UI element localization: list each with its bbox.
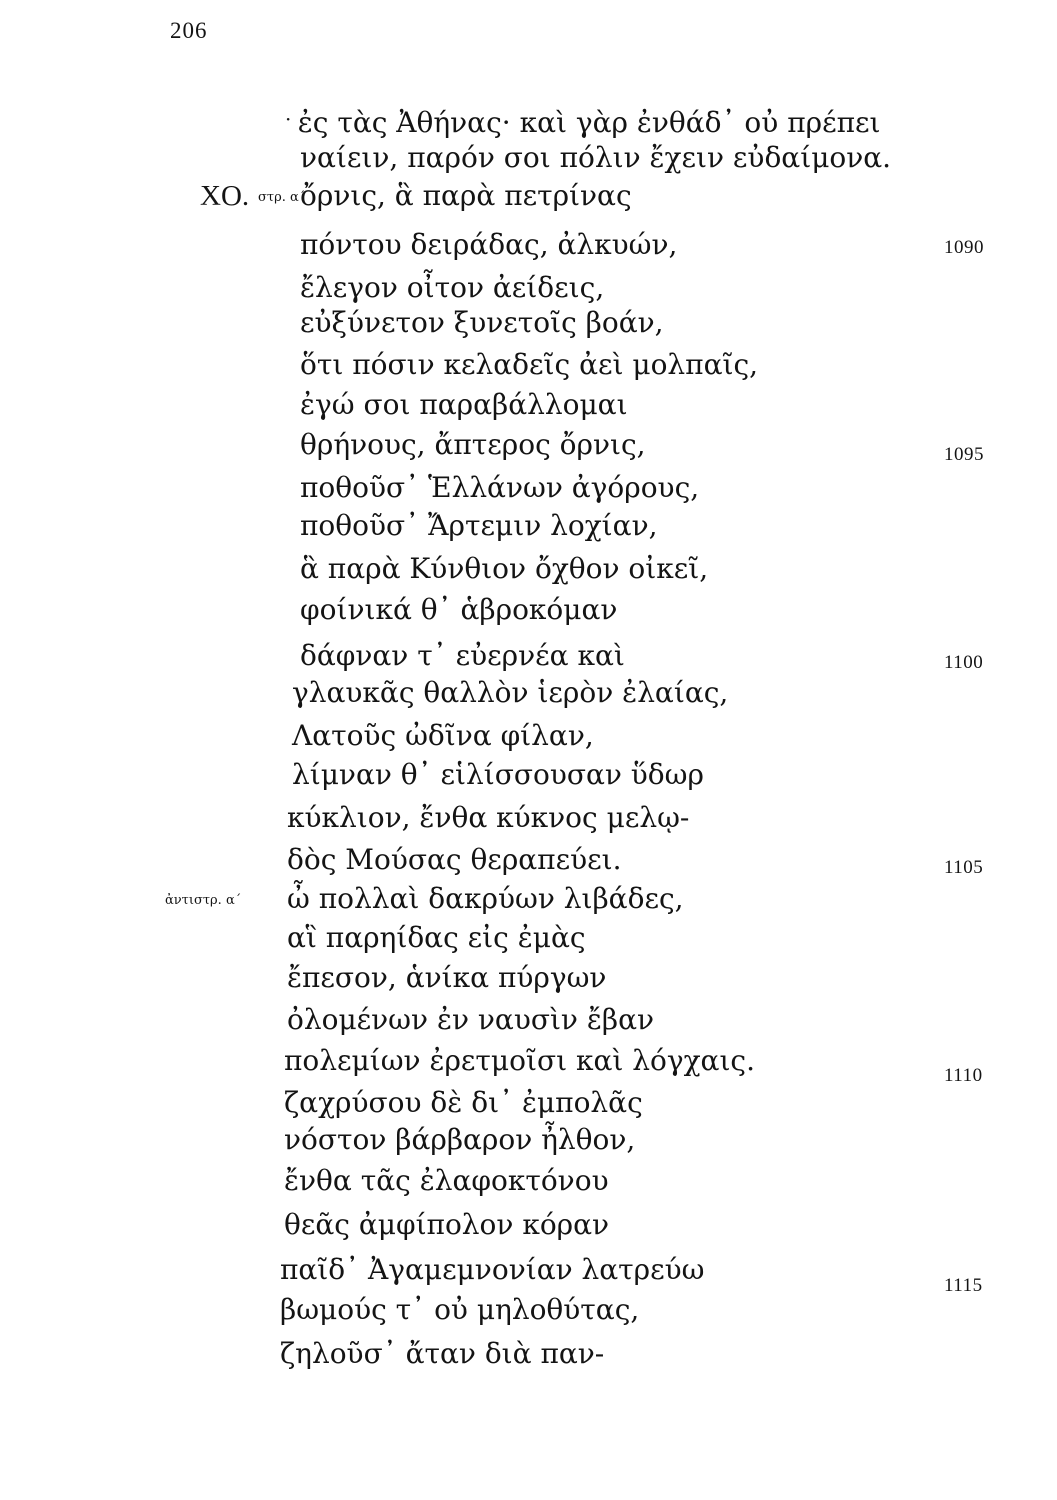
verse-line: ζαχρύσου δὲ δι᾽ ἐμπολᾶς xyxy=(284,1086,643,1119)
line-number: 1095 xyxy=(944,444,984,465)
verse-line: ἔνθα τᾶς ἐλαφοκτόνου xyxy=(284,1164,609,1197)
verse-line: ὦ πολλαὶ δακρύων λιβάδες, xyxy=(287,882,684,915)
line-number: 1115 xyxy=(944,1275,983,1296)
verse-line: αἳ παρηίδας εἰς ἐμὰς xyxy=(287,921,586,954)
verse-line: ἐγώ σοι παραβάλλομαι xyxy=(300,388,628,421)
verse-line: θρήνους, ἄπτερος ὄρνις, xyxy=(300,428,646,461)
page-number: 206 xyxy=(170,18,208,43)
verse-line: ποθοῦσ᾽ Ἄρτεμιν λοχίαν, xyxy=(300,509,658,542)
verse-line: θεᾶς ἀμφίπολον κόραν xyxy=(284,1208,610,1241)
verse-line: ἃ παρὰ Κύνθιον ὄχθον οἰκεῖ, xyxy=(300,552,709,585)
verse-line: ὀλομένων ἐν ναυσὶν ἔβαν xyxy=(287,1003,654,1036)
verse-line: πολεμίων ἐρετμοῖσι καὶ λόγχαις. xyxy=(284,1044,756,1077)
verse-line: κύκλιον, ἔνθα κύκνος μελῳ- xyxy=(287,801,690,834)
verse-line: βωμούς τ᾽ οὐ μηλοθύτας, xyxy=(280,1293,640,1326)
verse-line: ὅτι πόσιν κελαδεῖς ἀεὶ μολπαῖς, xyxy=(300,348,759,381)
line-number: 1110 xyxy=(944,1065,983,1086)
line-number: 1105 xyxy=(944,857,984,878)
verse-line: ἔπεσον, ἁνίκα πύργων xyxy=(287,961,607,994)
strophe-marker: στρ. α΄ xyxy=(258,190,306,205)
speaker-label: ΧΟ. xyxy=(200,180,250,212)
verse-line: Λατοῦς ὠδῖνα φίλαν, xyxy=(292,719,594,752)
verse-line: ποθοῦσ᾽ Ἑλλάνων ἀγόρους, xyxy=(300,471,700,504)
verse-line: νόστον βάρβαρον ἦλθον, xyxy=(284,1123,636,1156)
verse-line: · ἐς τὰς Ἀθήνας· καὶ γὰρ ἐνθάδ᾽ οὐ πρέπει xyxy=(285,106,881,139)
line-number: 1090 xyxy=(944,237,984,258)
verse-line: ἔλεγον οἶτον ἀείδεις, xyxy=(300,271,605,304)
verse-line: παῖδ᾽ Ἀγαμεμνονίαν λατρεύω xyxy=(280,1253,705,1286)
verse-line: γλαυκᾶς θαλλὸν ἱερὸν ἐλαίας, xyxy=(292,676,729,709)
verse-line: ζηλοῦσ᾽ ἄταν διὰ παν- xyxy=(280,1337,605,1370)
verse-line: πόντου δειράδας, ἀλκυών, xyxy=(300,228,678,261)
antistrophe-marker: ἀντιστρ. α΄ xyxy=(165,893,242,908)
verse-line: λίμναν θ᾽ εἱλίσσουσαν ὕδωρ xyxy=(292,758,704,791)
verse-line: ὄρνις, ἃ παρὰ πετρίνας xyxy=(300,179,632,212)
verse-line: εὐξύνετον ξυνετοῖς βοάν, xyxy=(300,306,664,339)
line-number: 1100 xyxy=(944,652,984,673)
verse-line: ναίειν, παρόν σοι πόλιν ἔχειν εὐδαίμονα. xyxy=(300,141,892,174)
verse-line: δὸς Μούσας θεραπεύει. xyxy=(287,843,622,876)
verse-line: φοίνικά θ᾽ ἁβροκόμαν xyxy=(300,593,618,626)
verse-line: δάφναν τ᾽ εὐερνέα καὶ xyxy=(300,639,625,672)
